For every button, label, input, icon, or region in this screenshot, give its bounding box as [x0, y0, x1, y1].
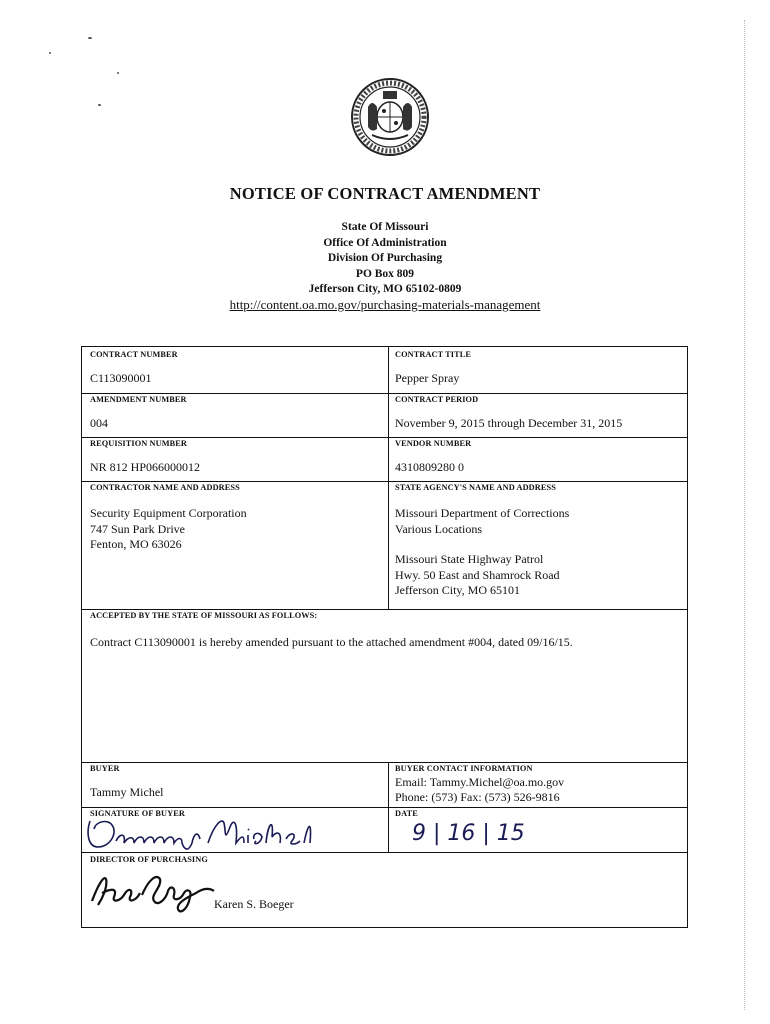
- director-name: Karen S. Boeger: [214, 897, 294, 911]
- contract-period-label: CONTRACT PERIOD: [395, 395, 479, 404]
- contract-title-value: Pepper Spray: [395, 371, 460, 385]
- signed-date-handwritten: 9 | 16 | 15: [412, 821, 525, 846]
- contractor-street: 747 Sun Park Drive: [90, 521, 185, 536]
- date-label: DATE: [395, 809, 418, 818]
- agency-label: STATE AGENCY'S NAME AND ADDRESS: [395, 483, 556, 492]
- scan-speck: [98, 104, 101, 106]
- contract-amendment-form: [81, 346, 688, 928]
- amendment-number-label: AMENDMENT NUMBER: [90, 395, 187, 404]
- contract-period-value: November 9, 2015 through December 31, 2015: [395, 416, 623, 430]
- state-seal-icon: [350, 77, 430, 157]
- scan-speck: [88, 37, 92, 39]
- contractor-city: Fenton, MO 63026: [90, 537, 182, 551]
- agency-line-5: Hwy. 50 East and Shamrock Road: [395, 567, 560, 582]
- row-divider: [82, 807, 687, 808]
- purchasing-website-link[interactable]: http://content.oa.mo.gov/purchasing-materials-management: [229, 297, 541, 312]
- agency-line-4: Missouri State Highway Patrol: [395, 552, 544, 566]
- buyer-phone: Phone: (573) Fax: (573) 526-9816: [395, 790, 560, 804]
- column-divider: [388, 347, 389, 609]
- address-line-state: State Of Missouri: [341, 221, 429, 233]
- row-divider: [82, 437, 687, 438]
- agency-line-2: Various Locations: [395, 521, 482, 536]
- address-line-division: Division Of Purchasing: [327, 252, 443, 264]
- column-divider: [388, 762, 389, 852]
- buyer-label: BUYER: [90, 764, 120, 773]
- agency-line-1: Missouri Department of Corrections: [395, 506, 570, 520]
- buyer-email: Email: Tammy.Michel@oa.mo.gov: [395, 775, 565, 789]
- row-divider: [82, 762, 687, 763]
- row-divider: [82, 481, 687, 482]
- contract-number-label: CONTRACT NUMBER: [90, 350, 178, 359]
- address-line-city: Jefferson City, MO 65102-0809: [308, 283, 462, 295]
- scan-speck: [49, 52, 51, 54]
- row-divider: [82, 393, 687, 394]
- buyer-signature: [84, 813, 344, 855]
- row-divider: [82, 609, 687, 610]
- document-title: NOTICE OF CONTRACT AMENDMENT: [229, 184, 541, 203]
- requisition-number-label: REQUISITION NUMBER: [90, 439, 187, 448]
- buyer-contact-label: BUYER CONTACT INFORMATION: [395, 764, 533, 773]
- acceptance-text: Contract C113090001 is hereby amended pursuant to the attached amendment #004, dated 09/16/15.: [90, 635, 573, 649]
- acceptance-label: ACCEPTED BY THE STATE OF MISSOURI AS FOLLOWS:: [90, 611, 318, 620]
- contract-title-label: CONTRACT TITLE: [395, 350, 472, 359]
- scan-speck: [117, 72, 119, 74]
- director-signature: [88, 865, 218, 917]
- agency-line-6: Jefferson City, MO 65101: [395, 583, 520, 597]
- scan-edge: [744, 20, 745, 1010]
- address-line-office: Office Of Administration: [323, 236, 447, 249]
- contract-number-value: C113090001: [90, 371, 152, 385]
- buyer-name: Tammy Michel: [90, 785, 164, 799]
- vendor-number-label: VENDOR NUMBER: [395, 439, 472, 448]
- amendment-number-value: 004: [90, 416, 108, 430]
- contractor-label: CONTRACTOR NAME AND ADDRESS: [90, 483, 240, 492]
- address-line-pobox: PO Box 809: [355, 267, 415, 280]
- contractor-name: Security Equipment Corporation: [90, 506, 247, 520]
- vendor-number-value: 4310809280 0: [395, 460, 464, 474]
- buyer-signature-label: SIGNATURE OF BUYER: [90, 809, 185, 818]
- requisition-number-value: NR 812 HP066000012: [90, 460, 201, 474]
- director-label: DIRECTOR OF PURCHASING: [90, 855, 208, 864]
